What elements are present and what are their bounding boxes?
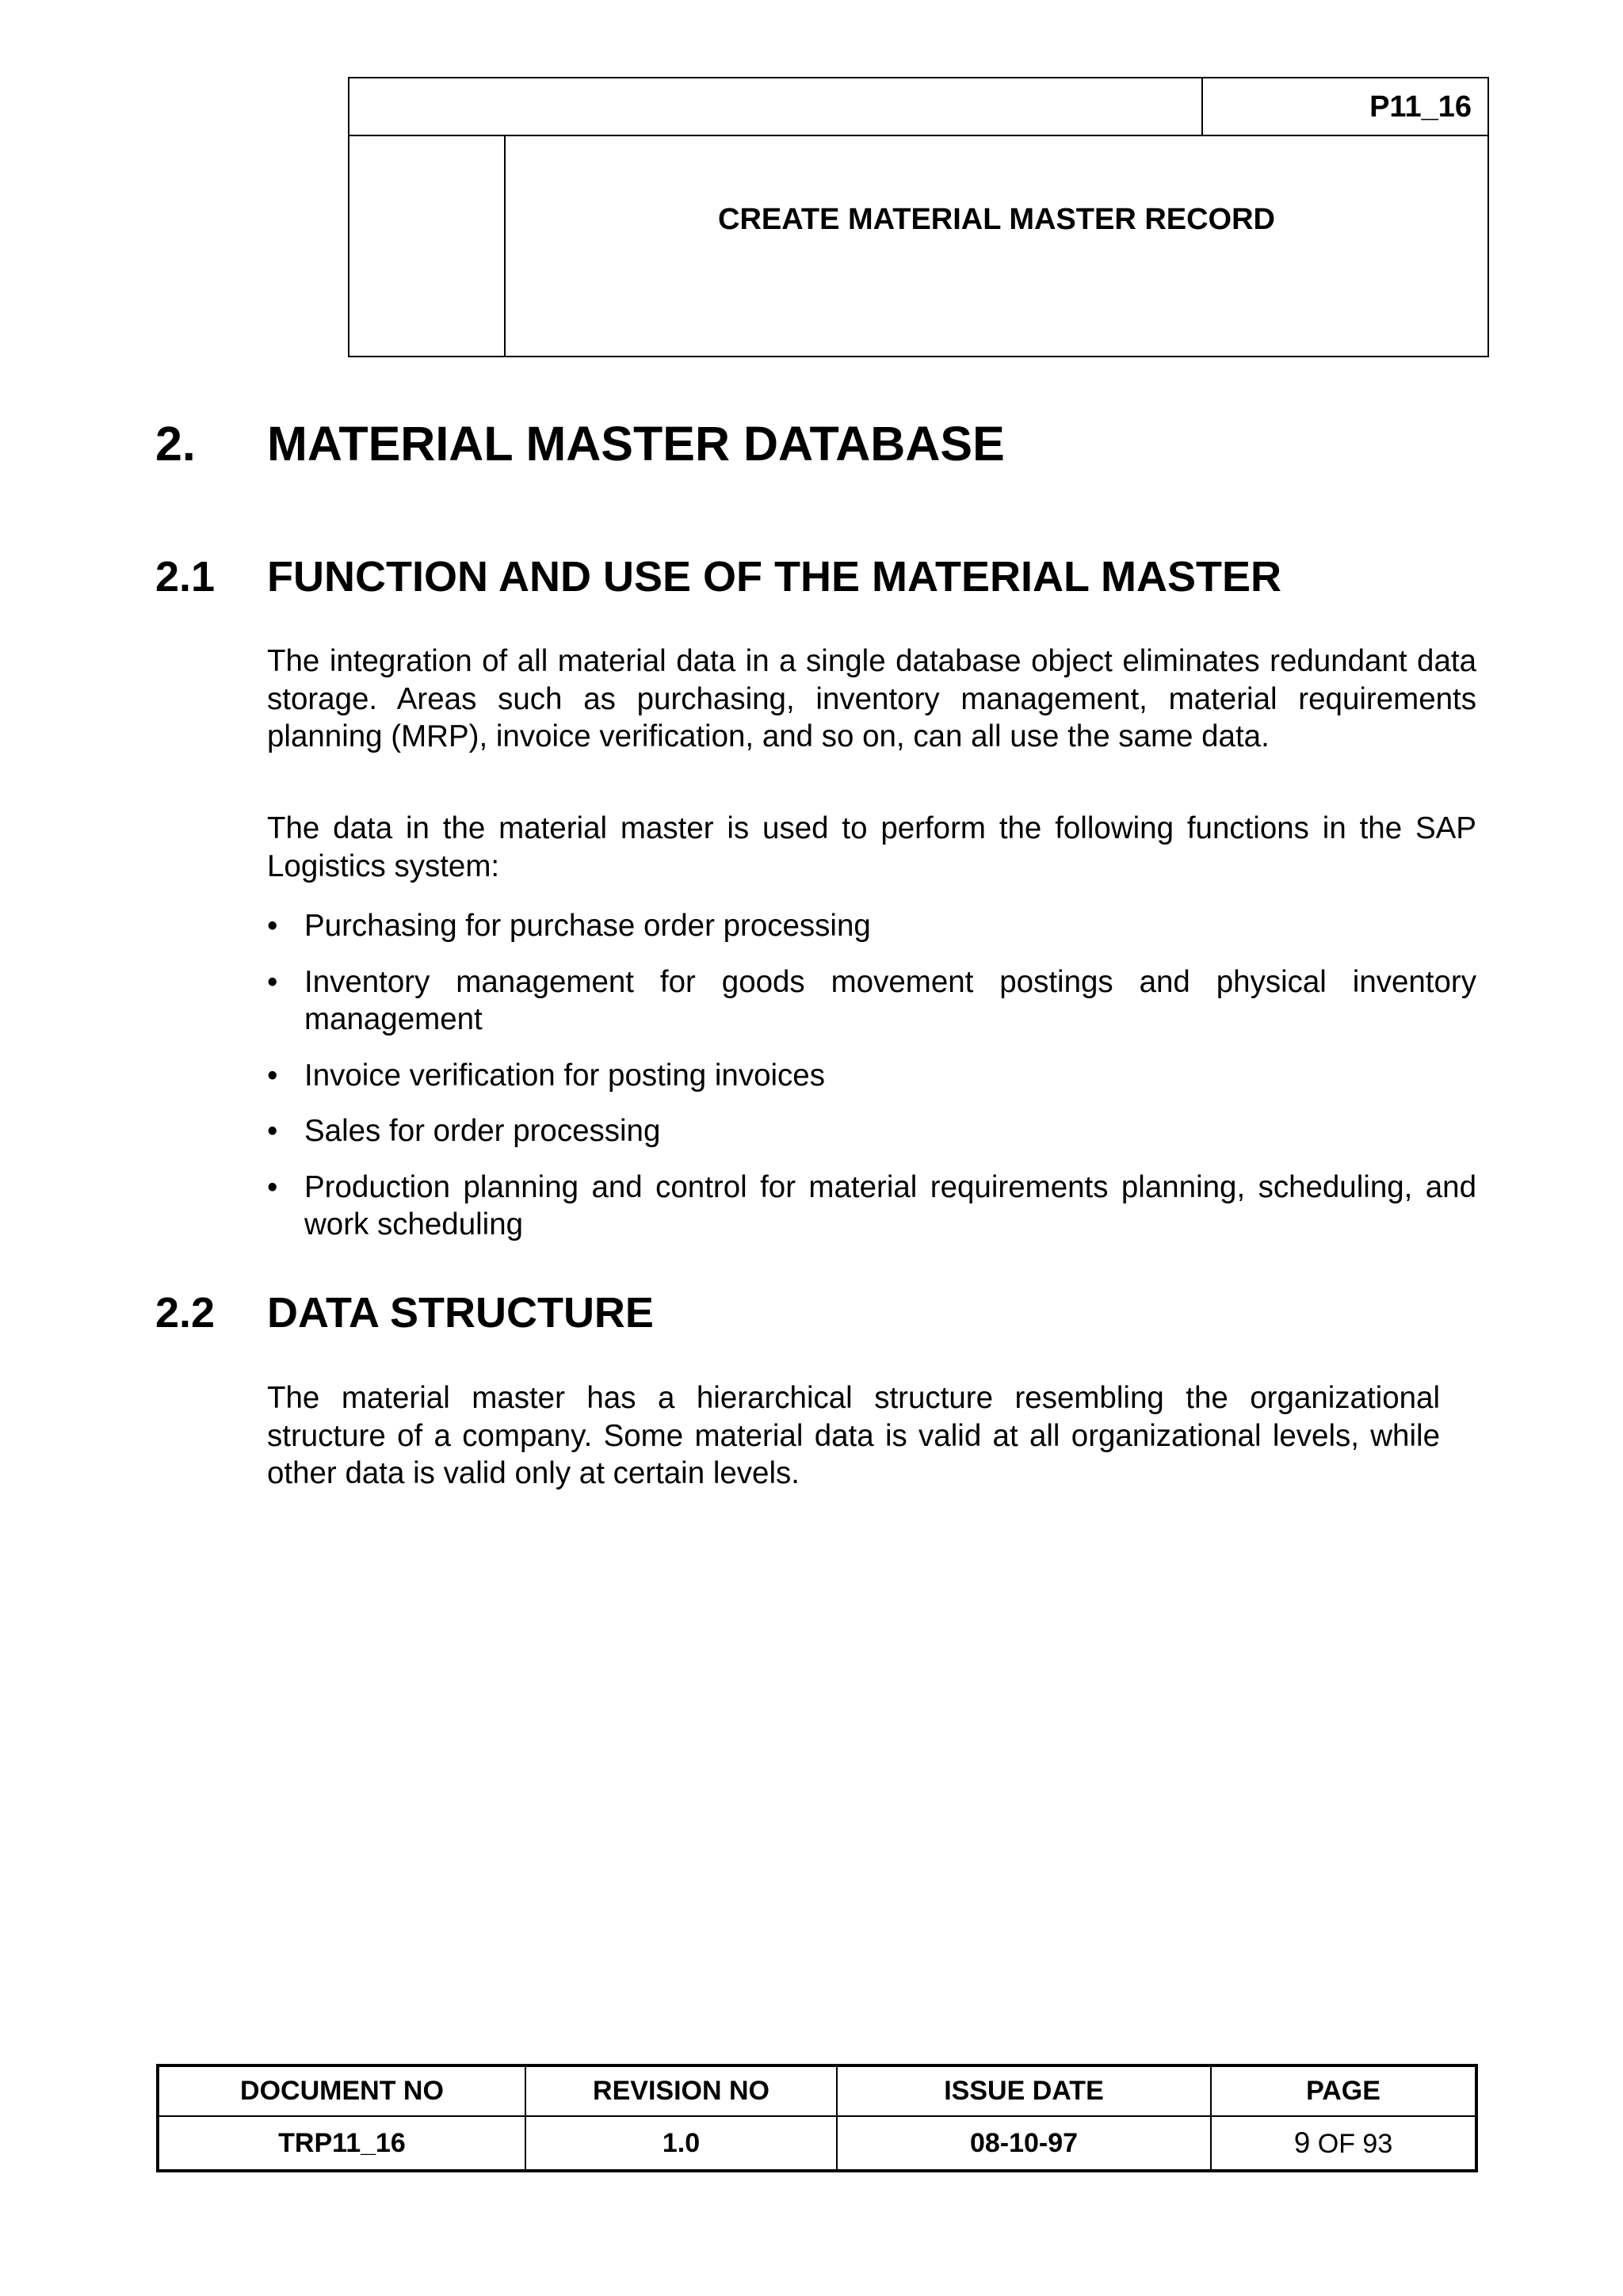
list-item: • Invoice verification for posting invoices <box>267 1057 1476 1095</box>
subsection-number: 2.2 <box>155 1289 216 1337</box>
list-item: • Inventory management for goods movement postings and physical inventory management <box>267 964 1476 1036</box>
section-number: 2. <box>155 417 196 471</box>
footer-page <box>1211 2116 1476 2171</box>
paragraph-functions-intro: The data in the material master is used to perform the following functions in the SAP Logistics system: <box>267 811 1476 883</box>
footer-header-page: PAGE <box>1211 2065 1476 2116</box>
subsection-heading-2-1 <box>155 552 1281 601</box>
footer-issue-date: 08-10-97 <box>837 2116 1211 2171</box>
bullet-icon: • <box>267 1058 278 1093</box>
section-heading <box>155 416 1005 471</box>
footer-header-revision-no: REVISION NO <box>525 2065 837 2116</box>
bullet-icon: • <box>267 1114 278 1148</box>
bullet-icon: • <box>267 909 278 943</box>
section-title: MATERIAL MASTER DATABASE <box>267 417 1005 471</box>
document-header-box <box>348 77 1489 357</box>
paragraph-integration: The integration of all material data in a single database object eliminates redundant data storage. Areas such as purchasing, inventory management, material requirements planning (MRP), invoice verification, and so on, can all use the same data. <box>267 644 1476 753</box>
functions-list <box>267 907 1476 1262</box>
subsection-title: FUNCTION AND USE OF THE MATERIAL MASTER <box>267 553 1281 601</box>
page-total: OF 93 <box>1317 2129 1393 2160</box>
bullet-icon: • <box>267 964 278 999</box>
document-code: P11_16 <box>1201 78 1487 135</box>
list-item: • Purchasing for purchase order processing <box>267 907 1476 945</box>
paragraph-data-structure: The material master has a hierarchical structure resembling the organizational structure of a company. Some material data is valid at all organizational levels, while other data is valid only at certain levels. <box>267 1381 1440 1490</box>
bullet-icon: • <box>267 1169 278 1204</box>
header-logo-cell <box>349 136 506 356</box>
subsection-number: 2.1 <box>155 553 216 601</box>
list-item: • Sales for order processing <box>267 1112 1476 1150</box>
document-footer-table <box>156 2064 1478 2172</box>
footer-revision-no: 1.0 <box>525 2116 837 2171</box>
footer-header-row <box>158 2065 1476 2116</box>
list-item: • Production planning and control for material requirements planning, scheduling, and work scheduling <box>267 1169 1476 1241</box>
subsection-title: DATA STRUCTURE <box>267 1289 654 1337</box>
footer-document-no: TRP11_16 <box>158 2116 525 2171</box>
footer-header-document-no: DOCUMENT NO <box>158 2065 525 2116</box>
page-current: 9 <box>1293 2126 1311 2160</box>
footer-header-issue-date: ISSUE DATE <box>837 2065 1211 2116</box>
footer-value-row <box>158 2116 1476 2171</box>
document-title: CREATE MATERIAL MASTER RECORD <box>718 203 1275 236</box>
subsection-heading-2-2 <box>155 1288 654 1337</box>
header-top-row <box>349 78 1487 136</box>
